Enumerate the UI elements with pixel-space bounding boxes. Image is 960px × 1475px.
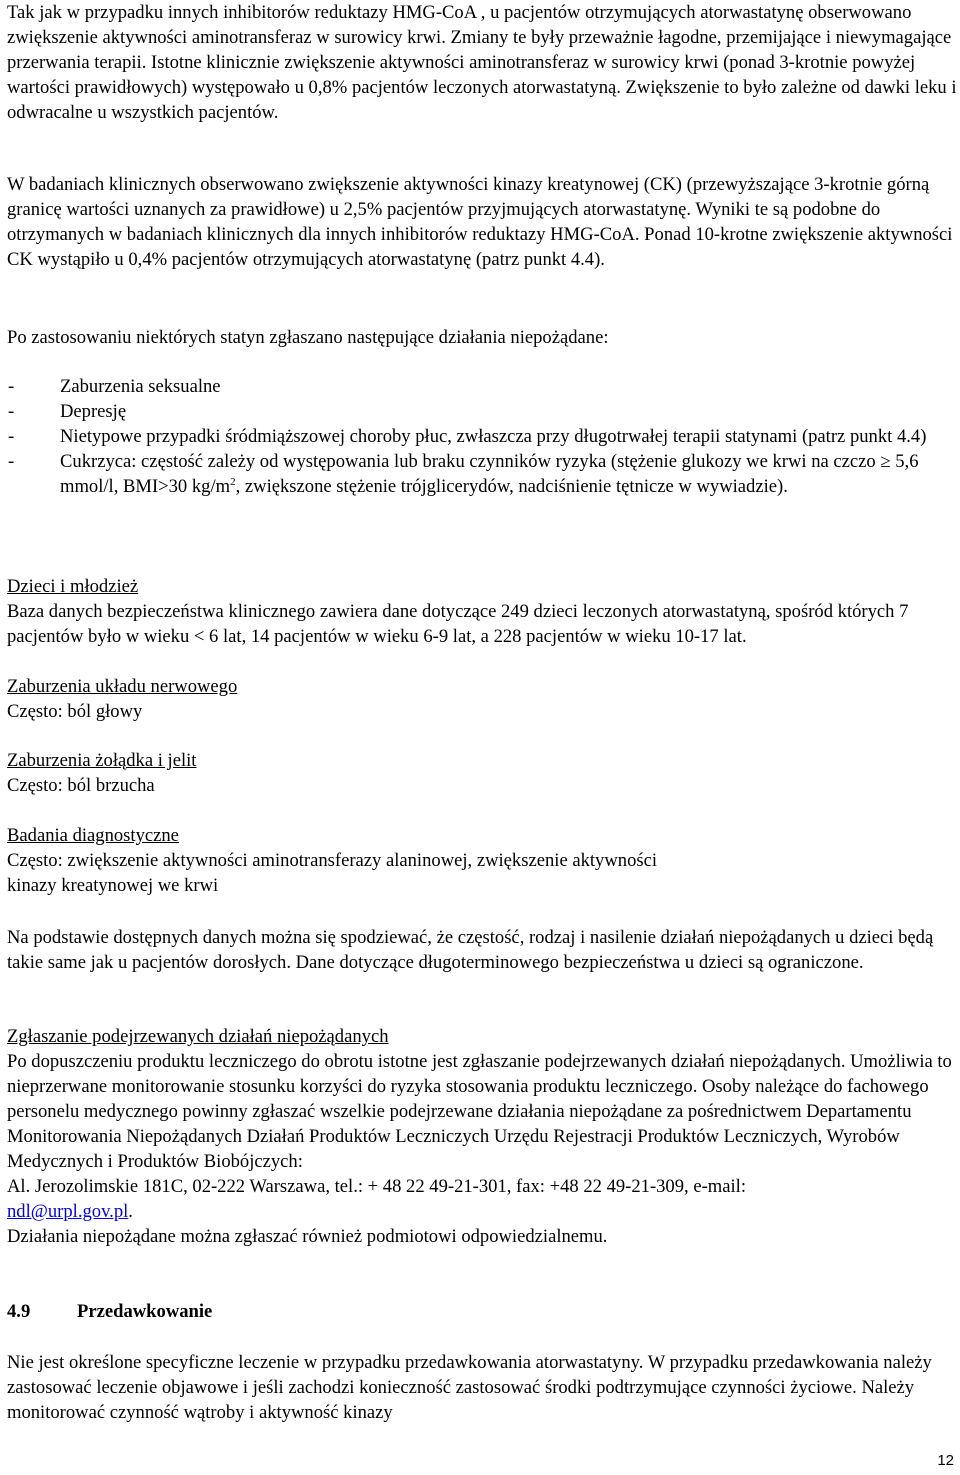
nervous-heading: Zaburzenia układu nerwowego [7,676,238,697]
section-title: Przedawkowanie [77,1301,213,1322]
reporting-final: Działania niepożądane można zgłaszać również podmiotowi odpowiedzialnemu. [7,1226,608,1247]
gi-section [7,748,957,798]
gi-text: Często: ból brzucha [7,775,155,796]
list-item-text: Nietypowe przypadki śródmiąższowej choroby płuc, zwłaszcza przy długotrwałej terapii statynami (patrz punkt 4.4) [60,426,927,447]
list-item [7,424,957,449]
paragraph-children-summary: Na podstawie dostępnych danych można się spodziewać, że częstość, rodzaj i nasilenie działań niepożądanych u dzieci będą takie same jak u pacjentów dorosłych. Dane dotyczące długoterminowego bezpieczeństwa u dzieci są ograniczone. [7,927,934,973]
superscript: 2 [230,475,236,488]
children-text: Baza danych bezpieczeństwa klinicznego zawiera dane dotyczące 249 dzieci leczonych atorwastatyną, spośród których 7 pacjentów było w wieku < 6 lat, 14 pacjentów w wieku 6-9 lat, a 228 pacjentów w wieku 10-17 lat. [7,601,909,647]
email-link[interactable]: ndl@urpl.gov.pl [7,1201,129,1222]
diagnostics-line: Często: zwiększenie aktywności aminotransferazy alaninowej, zwiększenie aktywności [7,850,658,871]
diagnostics-line: kinazy kreatynowej we krwi [7,875,219,896]
list-item-text: Zaburzenia seksualne [60,376,221,397]
diagnostics-section [7,823,957,898]
list-item [7,374,957,399]
reporting-text: Po dopuszczeniu produktu leczniczego do obrotu istotne jest zgłaszanie podejrzewanych działań niepożądanych. Umożliwia to nieprzerwane monitorowanie stosunku korzyści do ryzyka stosowania produktu leczniczego. Osoby należące do fachowego personelu medycznego powinny zgłaszać wszelkie podejrzewane działania niepożądane za pośrednictwem Departamentu Monitorowania Niepożądanych Działań Produktów Leczniczych Urzędu Rejestracji Produktów Leczniczych, Wyrobów Medycznych i Produktów Biobójczych: [7,1051,952,1172]
email-suffix: . [128,1201,133,1222]
paragraph-creatine-kinase: W badaniach klinicznych obserwowano zwiększenie aktywności kinazy kreatynowej (CK) (przewyższające 3-krotnie górną granicę wartości uznanych za prawidłowe) u 2,5% pacjentów przyjmujących atorwastatynę. Wyniki te są podobne do otrzymanych w badaniach klinicznych dla innych inhibitorów reduktazy HMG-CoA. Ponad 10-krotne zwiększenie aktywności CK wystąpiło u 0,4% pacjentów otrzymujących atorwastatynę (patrz punkt 4.4). [7,174,953,270]
gi-heading: Zaburzenia żołądka i jelit [7,750,197,771]
list-item [7,399,957,424]
paragraph-aminotransferases: Tak jak w przypadku innych inhibitorów reduktazy HMG-CoA , u pacjentów otrzymujących atorwastatynę obserwowano zwiększenie aktywności aminotransferaz w surowicy krwi. Zmiany te były przeważnie łagodne, przemijające i niewymagające przerwania terapii. Istotne klinicznie zwiększenie aktywności aminotransferaz w surowicy krwi (ponad 3-krotnie powyżej wartości prawidłowych) występowało u 0,8% pacjentów leczonych atorwastatyną. Zwiększenie to było zależne od dawki leku i odwracalne u wszystkich pacjentów. [7,2,957,123]
reporting-section [7,1024,957,1249]
children-heading: Dzieci i młodzież [7,576,139,597]
page-number: 12 [937,1452,954,1469]
reporting-heading: Zgłaszanie podejrzewanych działań niepożądanych [7,1026,389,1047]
children-section [7,574,957,649]
list-item [7,449,957,499]
section-heading [7,1299,957,1324]
list-item-text: 5,6 mmol/l, BMI>30 kg/m [60,451,919,497]
nervous-text: Często: ból głowy [7,701,143,722]
list-item-text: Cukrzyca: częstość zależy od występowania lub braku czynników ryzyka (stężenie glukozy we krwi na czczo [60,451,881,472]
diagnostics-heading: Badania diagnostyczne [7,825,179,846]
paragraph-overdose: Nie jest określone specyficzne leczenie w przypadku przedawkowania atorwastatyny. W przypadku przedawkowania należy zastosować leczenie objawowe i jeśli zachodzi konieczność zastosować środki podtrzymujące czynności życiowe. Należy monitorować czynność wątroby i aktywność kinazy [7,1352,932,1423]
list-item-text: , zwiększone stężenie trójglicerydów, nadciśnienie tętnicze w wywiadzie). [235,476,788,497]
adverse-effects-list [7,374,957,499]
section-number: 4.9 [7,1301,31,1322]
paragraph-statins-intro: Po zastosowaniu niektórych statyn zgłaszano następujące działania niepożądane: [7,327,609,348]
nervous-section [7,674,957,724]
reporting-address: Al. Jerozolimskie 181C, 02-222 Warszawa, tel.: + 48 22 49-21-301, fax: +48 22 49-21-309, e-mail: [7,1176,746,1197]
greater-equal-symbol: ≥ [880,451,891,472]
list-item-text: Depresję [60,401,127,422]
